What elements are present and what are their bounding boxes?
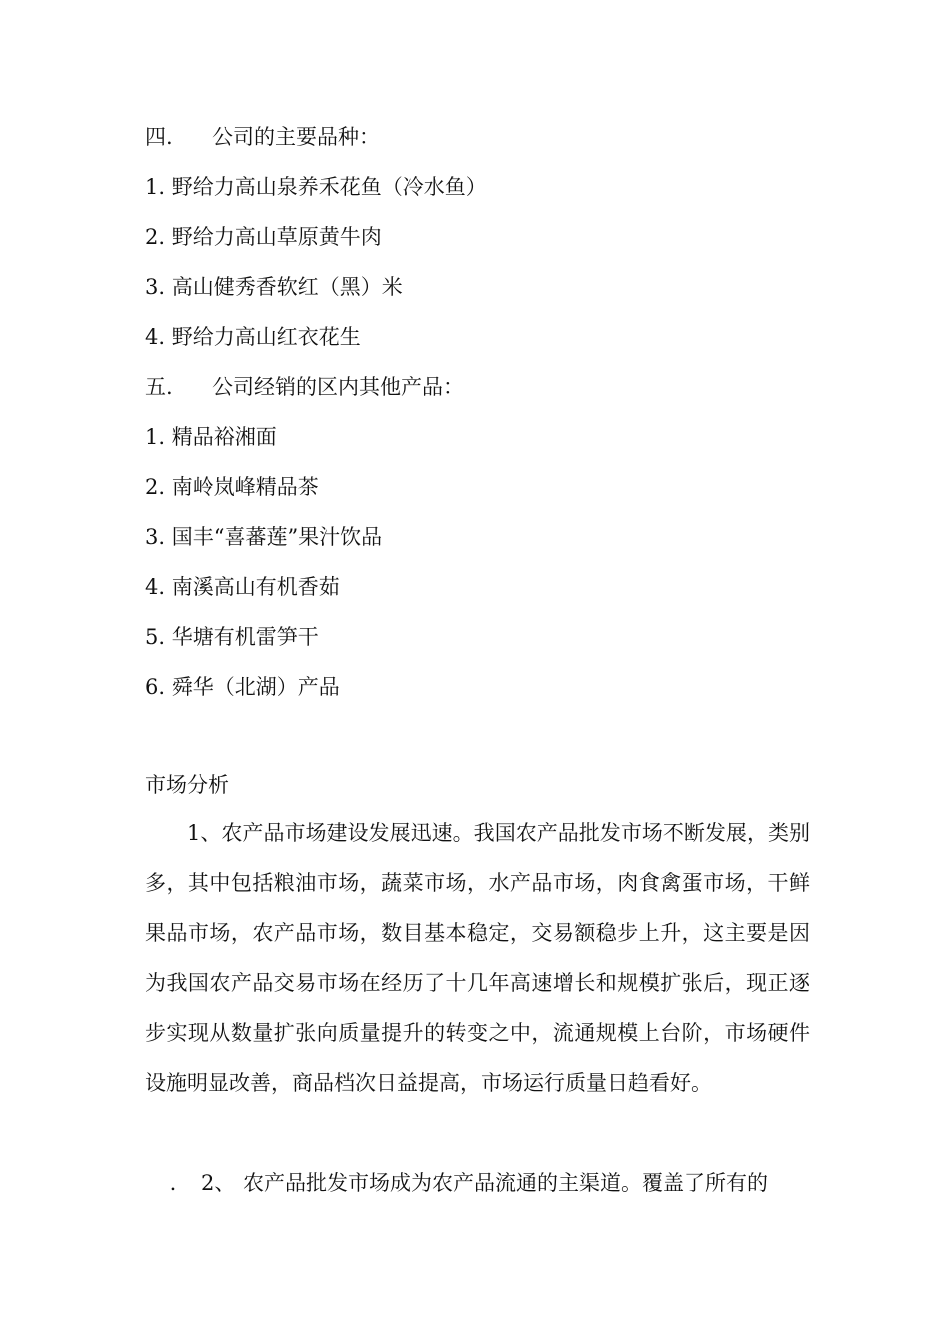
paragraph-2-text: 农产品批发市场成为农产品流通的主渠道。覆盖了所有的 (243, 1171, 768, 1195)
paragraph-2-bullet: . (169, 1171, 177, 1195)
section-4-number: 四. (145, 125, 173, 149)
section-4-title: 公司的主要品种： (212, 125, 380, 149)
market-paragraph-2 (145, 1168, 810, 1198)
section-5-item: 2. 南岭岚峰精品茶 (145, 475, 319, 499)
section-5-item: 4. 南溪高山有机香茹 (145, 575, 340, 599)
section-4-item: 4. 野给力高山红衣花生 (145, 325, 361, 349)
section-5-number: 五. (145, 375, 173, 399)
section-4-item: 2. 野给力高山草原黄牛肉 (145, 225, 382, 249)
market-analysis-heading: 市场分析 (145, 773, 229, 797)
section-5-item: 1. 精品裕湘面 (145, 425, 277, 449)
market-paragraph-1: 1、农产品市场建设发展迅速。我国农产品批发市场不断发展，类别多，其中包括粮油市场，蔬菜市场，水产品市场，肉食禽蛋市场，干鲜果品市场，农产品市场，数目基本稳定，交易额稳步上升，这主要是因为我国农产品交易市场在经历了十几年高速增长和规模扩张后，现正逐步实现从数量扩张向质量提升的转变之中，流通规模上台阶，市场硬件设施明显改善，商品档次日益提高，市场运行质量日趋看好。 (145, 821, 810, 1095)
section-4-item: 1. 野给力高山泉养禾花鱼（冷水鱼） (145, 175, 487, 199)
section-5-item: 3. 国丰“喜蕃莲”果汁饮品 (145, 525, 383, 549)
section-5-item: 6. 舜华（北湖）产品 (145, 675, 340, 699)
section-4-item: 3. 高山健秀香软红（黑）米 (145, 275, 403, 299)
section-5-title: 公司经销的区内其他产品： (212, 375, 464, 399)
section-5-item: 5. 华塘有机雷笋干 (145, 625, 319, 649)
section-5-heading (145, 372, 464, 402)
section-4-heading (145, 122, 380, 152)
paragraph-2-number: 2、 (201, 1171, 236, 1195)
